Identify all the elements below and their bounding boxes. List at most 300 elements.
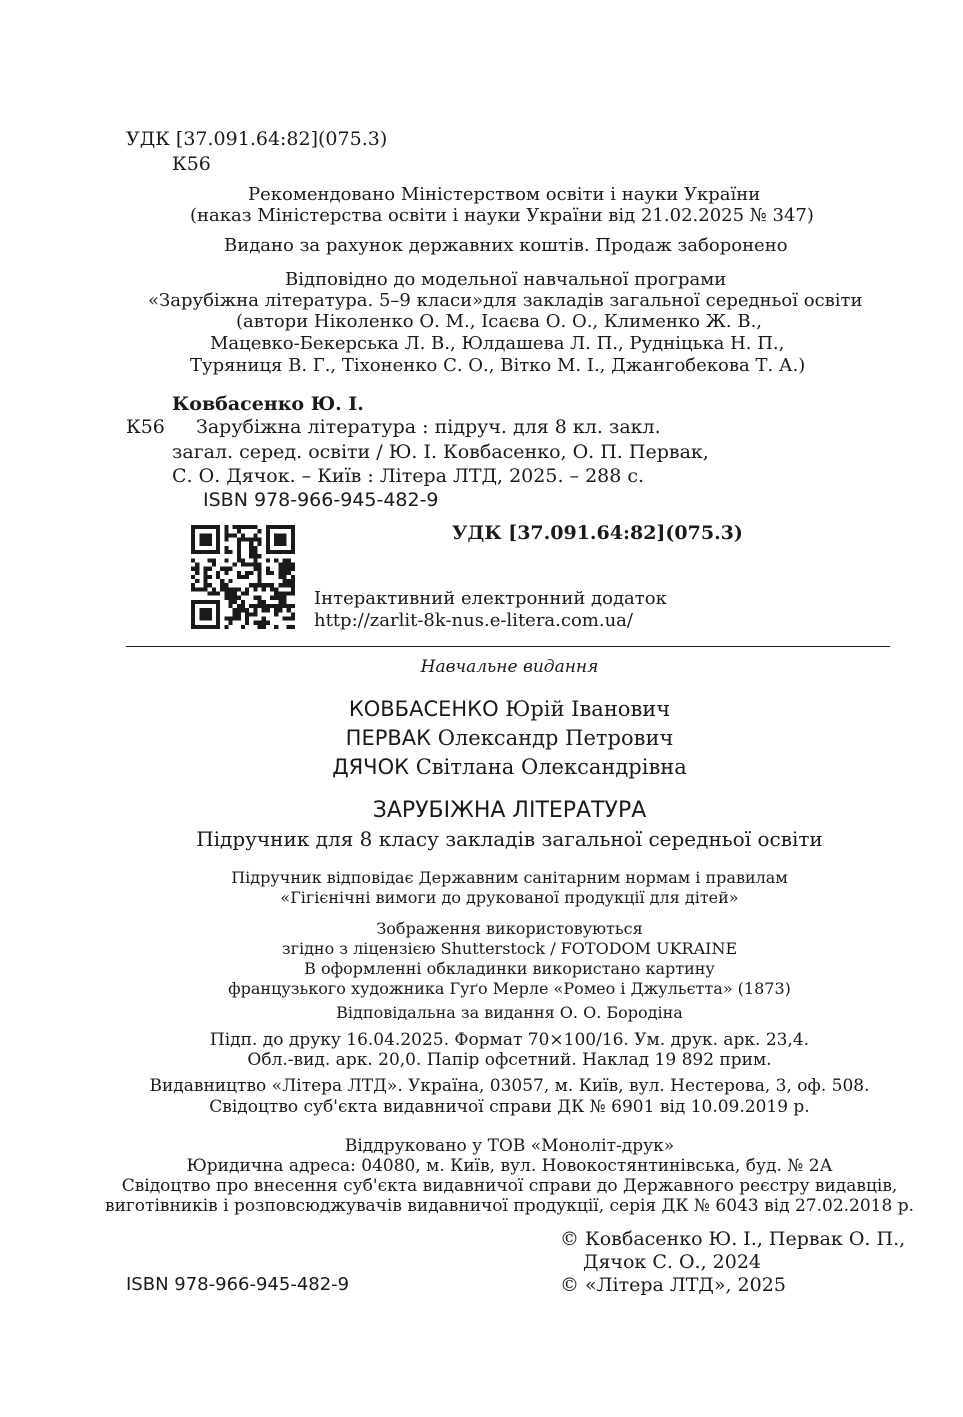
book-title: ЗАРУБІЖНА ЛІТЕРАТУРА: [372, 798, 647, 823]
qr-module: [278, 550, 282, 554]
qr-module: [291, 592, 295, 596]
qr-module: [283, 550, 287, 554]
qr-module: [195, 525, 199, 529]
qr-module: [212, 625, 216, 629]
qr-module: [203, 567, 207, 571]
qr-module: [191, 612, 195, 616]
qr-module: [270, 587, 274, 591]
qr-module: [191, 617, 195, 621]
qr-module: [283, 558, 287, 562]
qr-module: [199, 542, 203, 546]
qr-module: [241, 600, 245, 604]
publisher-line-1: Видавництво «Літера ЛТД». Україна, 03057, м. Київ, вул. Нестерова, 3, оф. 508.: [149, 1076, 870, 1096]
qr-module: [274, 525, 278, 529]
qr-module: [224, 567, 228, 571]
qr-module: [258, 583, 262, 587]
qr-module: [291, 604, 295, 608]
qr-module: [208, 542, 212, 546]
qr-module: [224, 546, 228, 550]
qr-module: [287, 562, 291, 566]
udk-top: УДК [37.091.64:82](075.3): [126, 128, 388, 150]
qr-module: [237, 587, 241, 591]
qr-module: [253, 525, 257, 529]
qr-module: [199, 617, 203, 621]
qr-module: [287, 617, 291, 621]
qr-module: [253, 550, 257, 554]
qr-module: [233, 587, 237, 591]
qr-module: [283, 583, 287, 587]
qr-module: [258, 575, 262, 579]
program-line-2: «Зарубіжна література. 5–9 класи»для закладів загальної середньої освіти: [148, 290, 863, 311]
qr-module: [291, 625, 295, 629]
qr-module: [228, 600, 232, 604]
qr-module: [216, 621, 220, 625]
qr-module: [266, 546, 270, 550]
qr-module: [237, 542, 241, 546]
qr-module: [266, 621, 270, 625]
qr-module: [245, 575, 249, 579]
qr-module: [287, 583, 291, 587]
qr-module: [199, 550, 203, 554]
qr-module: [258, 604, 262, 608]
qr-module: [249, 583, 253, 587]
qr-module: [208, 592, 212, 596]
qr-module: [274, 604, 278, 608]
qr-module: [291, 583, 295, 587]
qr-module: [233, 562, 237, 566]
qr-module: [237, 612, 241, 616]
qr-module: [208, 608, 212, 612]
qr-module: [195, 587, 199, 591]
qr-module: [291, 579, 295, 583]
qr-module: [253, 558, 257, 562]
qr-module: [249, 554, 253, 558]
qr-module: [253, 537, 257, 541]
qr-module: [228, 592, 232, 596]
qr-module: [274, 596, 278, 600]
qr-module: [249, 542, 253, 546]
qr-module: [233, 525, 237, 529]
printer-line-2: Юридична адреса: 04080, м. Київ, вул. Новокостянтинівська, буд. № 2А: [186, 1156, 833, 1176]
qr-module: [195, 567, 199, 571]
qr-module: [283, 525, 287, 529]
qr-module: [241, 533, 245, 537]
qr-module: [220, 583, 224, 587]
qr-module: [224, 592, 228, 596]
qr-module: [278, 592, 282, 596]
qr-module: [245, 608, 249, 612]
qr-module: [287, 567, 291, 571]
recommendation-line-1: Рекомендовано Міністерством освіти і науки України: [248, 184, 761, 205]
qr-module: [241, 558, 245, 562]
qr-module: [216, 612, 220, 616]
qr-module: [233, 617, 237, 621]
qr-module: [199, 525, 203, 529]
qr-module: [191, 558, 195, 562]
qr-module: [245, 537, 249, 541]
qr-module: [220, 587, 224, 591]
qr-module: [287, 571, 291, 575]
qr-module: [278, 542, 282, 546]
qr-module: [237, 604, 241, 608]
qr-module: [253, 554, 257, 558]
catalog-line-2: загал. серед. освіти / Ю. І. Ковбасенко, О. П. Первак,: [172, 441, 709, 463]
qr-module: [283, 604, 287, 608]
qr-module: [228, 587, 232, 591]
qr-module: [245, 617, 249, 621]
qr-module: [241, 592, 245, 596]
qr-module: [191, 537, 195, 541]
qr-module: [270, 604, 274, 608]
qr-module: [287, 608, 291, 612]
qr-module: [224, 537, 228, 541]
qr-module: [270, 525, 274, 529]
qr-module: [291, 533, 295, 537]
qr-module: [291, 529, 295, 533]
qr-module: [270, 596, 274, 600]
qr-module: [191, 542, 195, 546]
qr-module: [191, 546, 195, 550]
printer-line-4: виготівників і розповсюджувачів видавничої продукції, серія ДК № 6043 від 27.02.2018 р.: [105, 1196, 914, 1216]
qr-module: [253, 583, 257, 587]
qr-module: [287, 625, 291, 629]
qr-module: [208, 550, 212, 554]
qr-module: [287, 558, 291, 562]
addon-label: Інтерактивний електронний додаток: [314, 588, 667, 609]
qr-module: [224, 571, 228, 575]
qr-module: [278, 583, 282, 587]
qr-module: [224, 529, 228, 533]
qr-module: [228, 596, 232, 600]
qr-module: [216, 533, 220, 537]
qr-module: [208, 575, 212, 579]
catalog-code-top: К56: [172, 153, 211, 175]
author-1-name: Юрій Іванович: [498, 697, 671, 721]
qr-module: [283, 575, 287, 579]
qr-module: [208, 617, 212, 621]
qr-module: [216, 604, 220, 608]
qr-module: [291, 525, 295, 529]
program-line-1: Відповідно до модельної навчальної програми: [285, 269, 727, 290]
qr-module: [291, 567, 295, 571]
qr-module: [216, 617, 220, 621]
qr-module: [208, 600, 212, 604]
qr-module: [291, 550, 295, 554]
qr-module: [212, 525, 216, 529]
qr-module: [262, 583, 266, 587]
catalog-isbn: ISBN 978-966-945-482-9: [203, 489, 439, 511]
qr-module: [262, 621, 266, 625]
qr-module: [216, 537, 220, 541]
qr-module: [253, 546, 257, 550]
qr-module: [278, 567, 282, 571]
qr-module: [287, 592, 291, 596]
qr-module: [228, 550, 232, 554]
qr-module: [278, 571, 282, 575]
author-2: [0, 726, 963, 750]
qr-module: [191, 583, 195, 587]
qr-module: [237, 546, 241, 550]
author-3-surname: ДЯЧОК: [332, 755, 410, 779]
author-2-name: Олександр Петрович: [431, 726, 674, 750]
qr-module: [228, 579, 232, 583]
images-line-3: В оформленні обкладинки використано картину: [304, 959, 715, 978]
qr-module: [249, 537, 253, 541]
qr-module: [237, 529, 241, 533]
qr-module: [216, 571, 220, 575]
qr-module: [253, 567, 257, 571]
printer-line-3: Свідоцтво про внесення суб'єкта видавничої справи до Державного реєстру видавців,: [121, 1176, 898, 1196]
qr-module: [245, 571, 249, 575]
qr-module: [233, 596, 237, 600]
qr-module: [283, 562, 287, 566]
qr-module: [203, 617, 207, 621]
qr-module: [283, 567, 287, 571]
qr-module: [237, 571, 241, 575]
qr-module: [203, 600, 207, 604]
qr-module: [203, 533, 207, 537]
qr-module: [258, 537, 262, 541]
qr-module: [191, 600, 195, 604]
qr-module: [224, 558, 228, 562]
qr-module: [266, 525, 270, 529]
qr-module: [199, 608, 203, 612]
qr-module: [291, 575, 295, 579]
qr-module: [195, 600, 199, 604]
qr-module: [241, 525, 245, 529]
qr-module: [245, 621, 249, 625]
qr-module: [249, 571, 253, 575]
qr-module: [203, 542, 207, 546]
qr-module: [278, 600, 282, 604]
qr-module: [245, 587, 249, 591]
qr-module: [274, 558, 278, 562]
qr-module: [203, 525, 207, 529]
qr-module: [283, 571, 287, 575]
qr-module: [212, 562, 216, 566]
qr-module: [212, 587, 216, 591]
qr-module: [291, 587, 295, 591]
qr-module: [208, 567, 212, 571]
qr-module: [249, 550, 253, 554]
qr-module: [241, 608, 245, 612]
qr-module: [208, 612, 212, 616]
qr-module: [274, 542, 278, 546]
qr-module: [287, 579, 291, 583]
qr-module: [195, 625, 199, 629]
qr-module: [237, 537, 241, 541]
qr-module: [266, 608, 270, 612]
qr-module: [220, 579, 224, 583]
qr-module: [253, 604, 257, 608]
copyright-line-3: © «Літера ЛТД», 2025: [560, 1274, 786, 1296]
qr-module: [191, 575, 195, 579]
qr-module: [199, 587, 203, 591]
book-subtitle: Підручник для 8 класу закладів загальної середньої освіти: [196, 827, 823, 851]
qr-module: [266, 583, 270, 587]
qr-module: [233, 533, 237, 537]
qr-module: [195, 562, 199, 566]
qr-module: [245, 592, 249, 596]
qr-module: [203, 575, 207, 579]
qr-module: [266, 529, 270, 533]
qr-module: [245, 612, 249, 616]
qr-module: [237, 608, 241, 612]
qr-module: [237, 596, 241, 600]
qr-module: [237, 575, 241, 579]
qr-module: [216, 575, 220, 579]
qr-module: [233, 612, 237, 616]
qr-module: [203, 612, 207, 616]
qr-module: [262, 604, 266, 608]
qr-module: [274, 612, 278, 616]
qr-module: [262, 587, 266, 591]
qr-module: [274, 625, 278, 629]
qr-module: [233, 608, 237, 612]
catalog-udk: УДК [37.091.64:82](075.3): [452, 522, 743, 544]
qr-module: [245, 525, 249, 529]
qr-module: [237, 558, 241, 562]
qr-module: [253, 621, 257, 625]
edition-type: Навчальне видання: [420, 657, 599, 677]
qr-module: [216, 608, 220, 612]
qr-module: [258, 579, 262, 583]
qr-module: [274, 550, 278, 554]
qr-module: [237, 617, 241, 621]
qr-module: [216, 550, 220, 554]
qr-module: [212, 600, 216, 604]
qr-module: [216, 592, 220, 596]
qr-module: [278, 608, 282, 612]
qr-module: [195, 550, 199, 554]
copyright-line-2: Дячок С. О., 2024: [583, 1251, 762, 1273]
qr-module: [216, 525, 220, 529]
qr-module: [203, 537, 207, 541]
qr-module: [208, 558, 212, 562]
qr-module: [287, 525, 291, 529]
qr-module: [224, 550, 228, 554]
qr-module: [195, 571, 199, 575]
author-2-surname: ПЕРВАК: [345, 726, 432, 750]
qr-module: [208, 583, 212, 587]
qr-module: [191, 533, 195, 537]
qr-module: [237, 525, 241, 529]
author-3-name: Світлана Олександрівна: [409, 755, 687, 779]
qr-module: [278, 537, 282, 541]
qr-module: [233, 600, 237, 604]
qr-module: [278, 575, 282, 579]
qr-module: [228, 617, 232, 621]
qr-module: [258, 542, 262, 546]
qr-module: [203, 571, 207, 575]
qr-module: [203, 583, 207, 587]
qr-module: [258, 596, 262, 600]
qr-module: [224, 525, 228, 529]
qr-module: [283, 596, 287, 600]
program-line-3: (автори Ніколенко О. М., Ісаєва О. О., Клименко Ж. В.,: [236, 311, 763, 332]
qr-module: [270, 571, 274, 575]
qr-module: [253, 608, 257, 612]
catalog-line-1: Зарубіжна література : підруч. для 8 кл. закл.: [196, 416, 661, 438]
program-line-5: Туряниця В. Г., Тіхоненко С. О., Вітко М. І., Джангобекова Т. А.): [190, 355, 806, 376]
qr-module: [191, 604, 195, 608]
qr-module: [253, 562, 257, 566]
qr-module: [287, 550, 291, 554]
qr-module: [212, 592, 216, 596]
qr-module: [203, 587, 207, 591]
qr-module: [283, 579, 287, 583]
qr-module: [253, 587, 257, 591]
qr-module: [266, 542, 270, 546]
qr-module: [291, 542, 295, 546]
qr-module: [249, 546, 253, 550]
qr-module: [220, 567, 224, 571]
qr-module: [253, 533, 257, 537]
qr-module: [203, 625, 207, 629]
sanitary-line-2: «Гігієнічні вимоги до друкованої продукції для дітей»: [280, 888, 739, 907]
qr-module: [291, 546, 295, 550]
addon-url-link[interactable]: http://zarlit-8k-nus.e-litera.com.ua/: [314, 610, 633, 631]
qr-module: [291, 612, 295, 616]
sanitary-line-1: Підручник відповідає Державним санітарним нормам і правилам: [231, 868, 788, 887]
author-1: [0, 697, 963, 721]
program-line-4: Мацевко-Бекерська Л. В., Юлдашева Л. П., Рудніцька Н. П.,: [210, 333, 785, 354]
qr-module: [191, 608, 195, 612]
qr-code-icon[interactable]: [191, 525, 295, 629]
qr-module: [191, 567, 195, 571]
qr-module: [228, 621, 232, 625]
qr-module: [216, 529, 220, 533]
qr-module: [274, 592, 278, 596]
qr-module: [249, 525, 253, 529]
responsible-editor: Відповідальна за видання О. О. Бородіна: [336, 1003, 683, 1022]
qr-module: [283, 617, 287, 621]
qr-module: [224, 625, 228, 629]
qr-module: [241, 537, 245, 541]
qr-module: [212, 558, 216, 562]
qr-module: [208, 537, 212, 541]
author-3: [0, 755, 963, 779]
qr-module: [233, 592, 237, 596]
qr-module: [258, 554, 262, 558]
qr-module: [291, 617, 295, 621]
catalog-code: К56: [126, 416, 165, 438]
qr-module: [258, 567, 262, 571]
qr-module: [191, 625, 195, 629]
qr-module: [241, 604, 245, 608]
qr-module: [191, 525, 195, 529]
qr-module: [224, 587, 228, 591]
qr-module: [278, 596, 282, 600]
qr-module: [199, 600, 203, 604]
qr-module: [266, 571, 270, 575]
qr-module: [274, 587, 278, 591]
recommendation-line-2: (наказ Міністерства освіти і науки України від 21.02.2025 № 347): [190, 205, 814, 226]
qr-module: [224, 617, 228, 621]
qr-module: [203, 550, 207, 554]
qr-module: [270, 550, 274, 554]
qr-module: [291, 562, 295, 566]
qr-module: [199, 612, 203, 616]
qr-module: [274, 533, 278, 537]
qr-module: [266, 533, 270, 537]
qr-module: [216, 625, 220, 629]
qr-module: [258, 621, 262, 625]
qr-module: [258, 529, 262, 533]
qr-module: [266, 537, 270, 541]
qr-module: [291, 537, 295, 541]
qr-module: [216, 542, 220, 546]
